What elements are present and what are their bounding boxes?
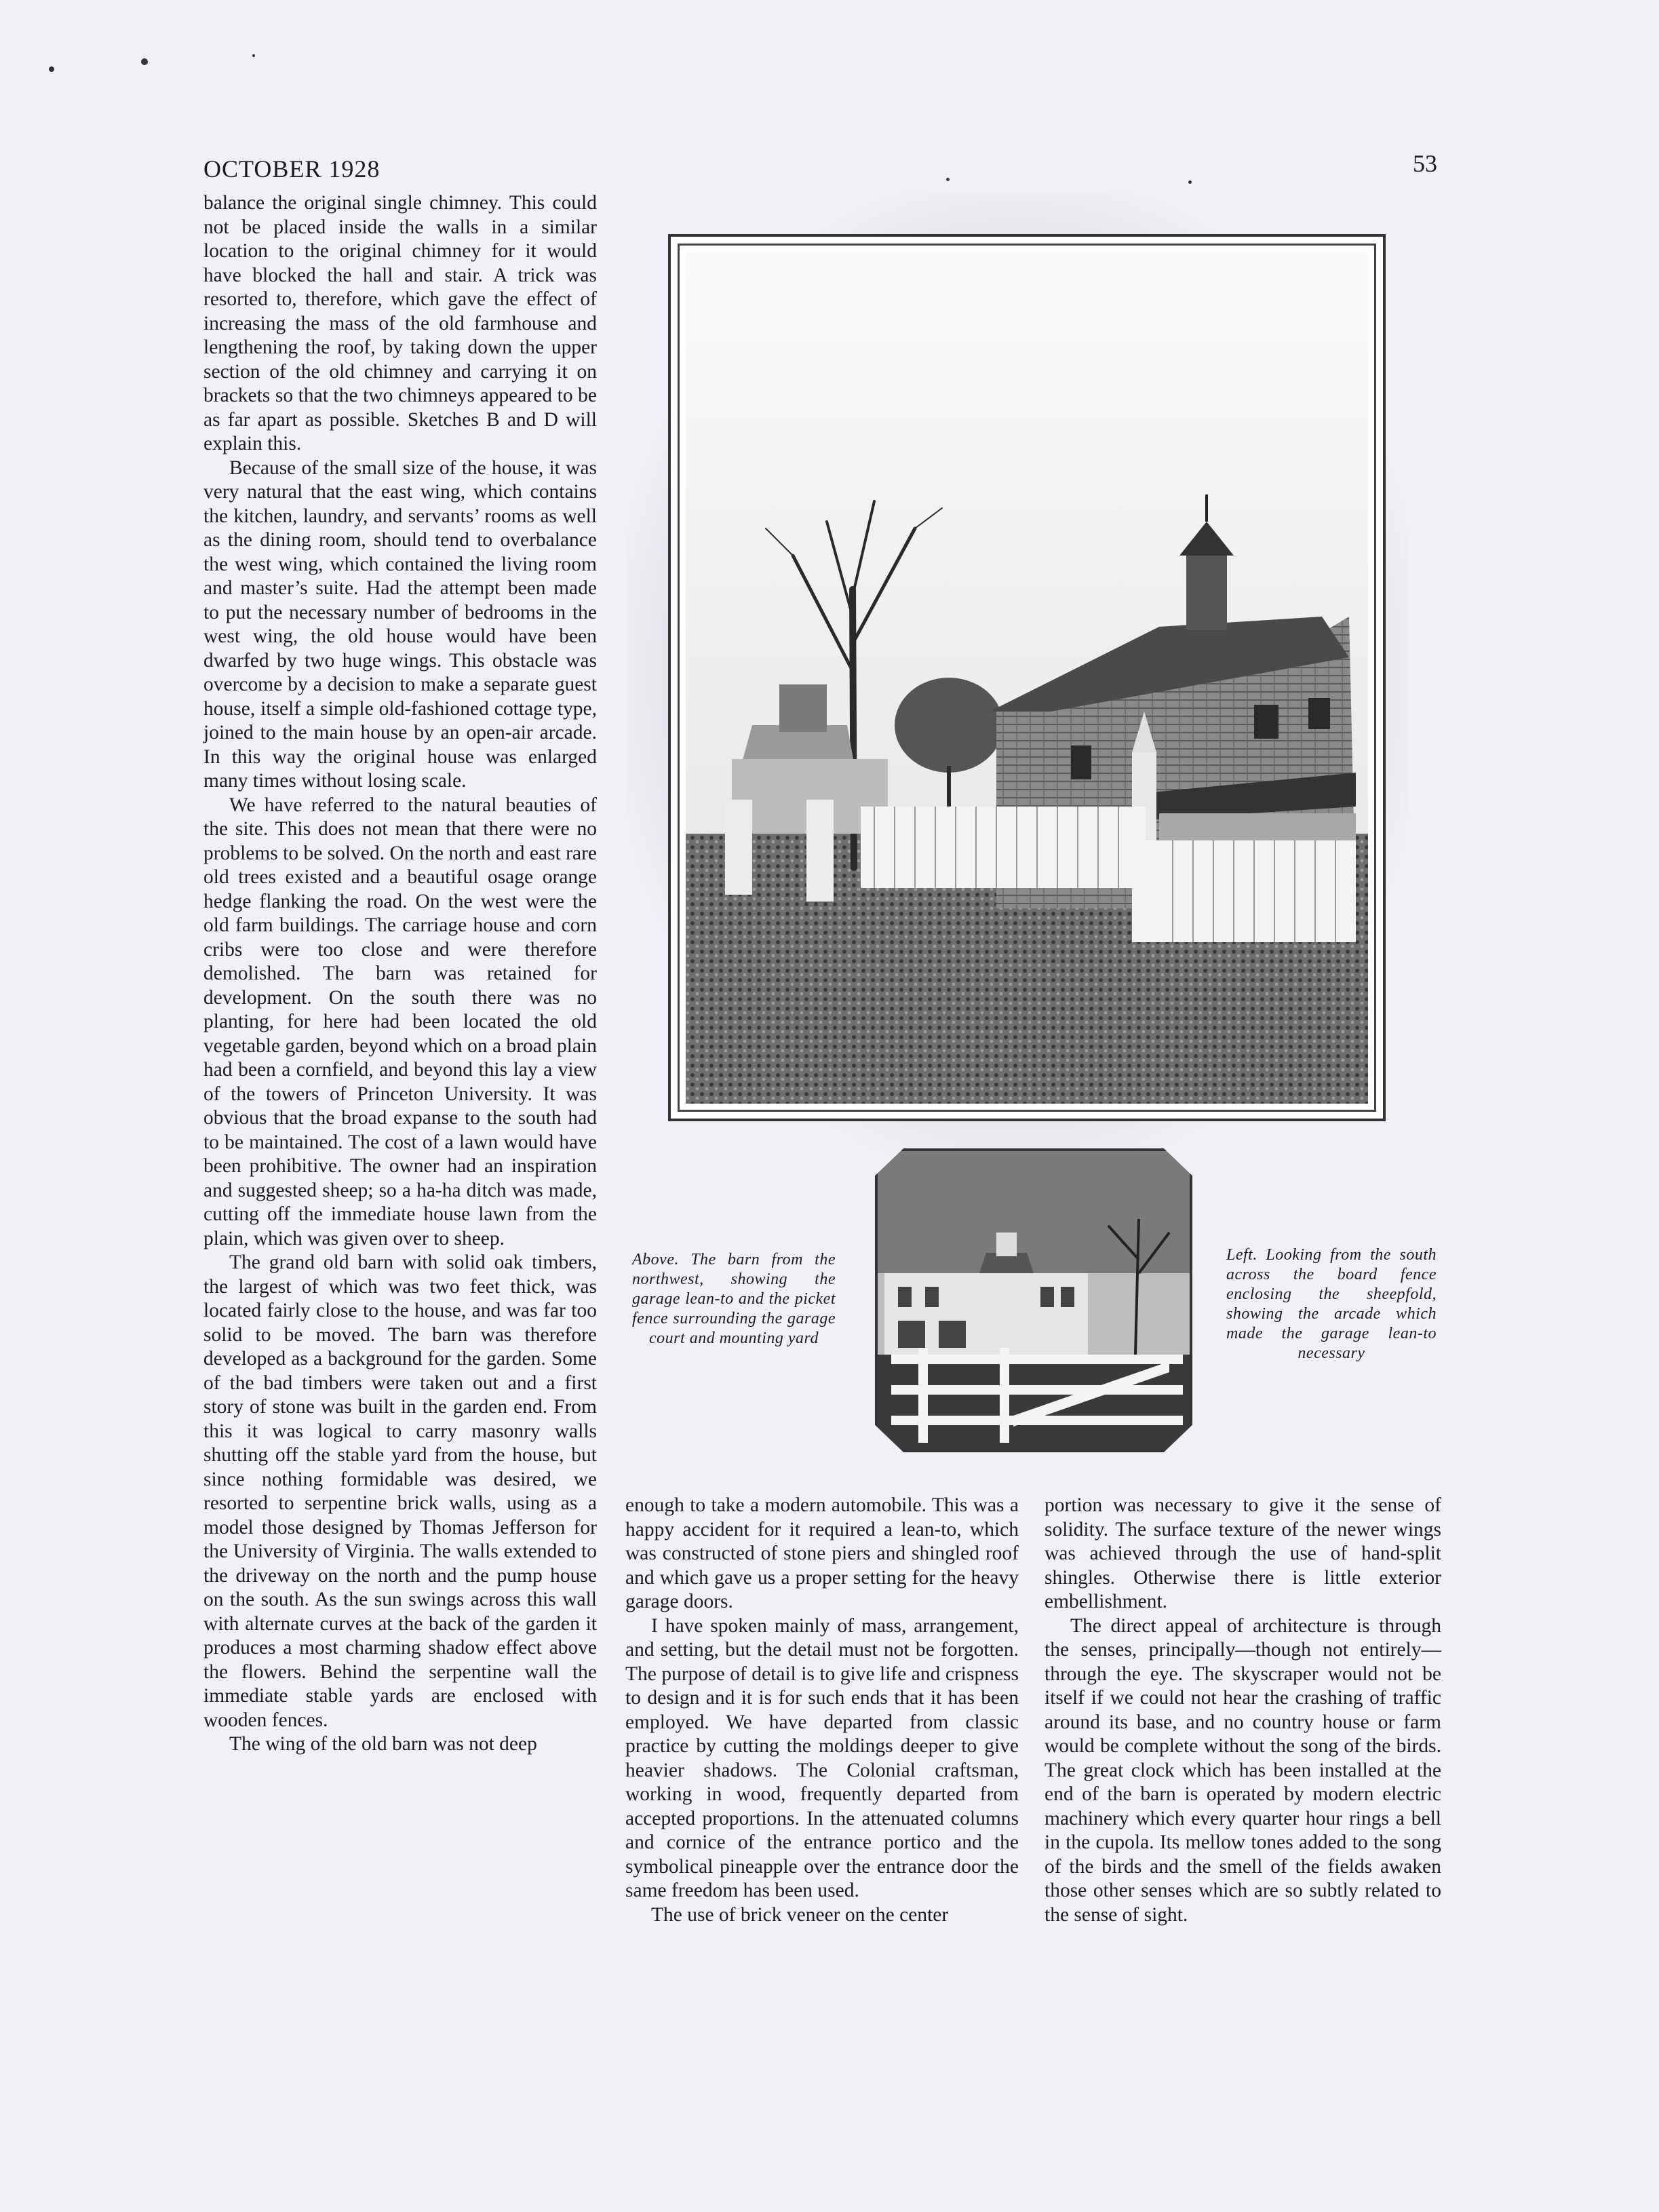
inset-photograph: [875, 1148, 1192, 1452]
page-number: 53: [1413, 150, 1437, 177]
barn-photograph: [668, 234, 1386, 1121]
paragraph: The direct appeal of architecture is through the senses, principally—though not entirely—through the eye. The skyscraper would not be itself if we could not hear the crashing of traffic around its base, and no country house or farm would be complete without the song of the birds. The great clock which has been installed at the end of the barn is operated by modern electric machinery which every quarter hour rings a bell in the cupola. Its mellow tones added to the song of the birds and the smell of the fields awaken those other senses which are so subtly related to the sense of sight.: [1045, 1614, 1441, 1926]
article-column-2: [625, 1494, 1019, 1927]
paragraph: I have spoken mainly of mass, arrangement, and setting, but the detail must not be forgotten. The purpose of detail is to give life and crispness to design and it is for such ends that it has been employed. We have departed from classic practice by cutting the moldings deeper to give heavier shadows. The Colonial craftsman, working in wood, frequently departed from accepted proportions. In the attenuated columns and cornice of the entrance portico and the symbolical pineapple over the entrance door the same freedom has been used.: [625, 1614, 1019, 1901]
inset-photo-drawing: [878, 1151, 1190, 1450]
paragraph: We have referred to the natural beauties of the site. This does not mean that there were no problems to be solved. On the north and east rare old trees existed and a beautiful osage orange hedge flanking the road. On the west were the old farm buildings. The carriage house and corn cribs were too close and were therefore demolished. The barn was retained for development. On the south there was no planting, for here had been located the old vegetable garden, beyond which on a broad plain had been a cornfield, and beyond this lay a view of the towers of Princeton University. It was obvious that the broad expanse to the south had to be maintained. The cost of a lawn would have been prohibitive. The owner had an inspiration and suggested sheep; so a ha-ha ditch was made, cutting off the immediate house lawn from the plain, which was given over to sheep.: [203, 794, 598, 1249]
barn-photo-drawing: [671, 237, 1383, 1119]
scan-speck: [141, 58, 148, 65]
caption-above: Above. The barn from the northwest, showing the garage lean-to and the picket fence surrounding the garage court and mounting yard: [632, 1251, 836, 1347]
paragraph: Because of the small size of the house, it was very natural that the east wing, which contains the kitchen, laundry, and servants’ rooms as well as the dining room, should tend to overbalance the west wing, which contained the living room and master’s suite. Had the attempt been made to put the necessary number of bedrooms in the west wing, the old house would have been dwarfed by two huge wings. This obstacle was overcome by a decision to make a separate guest house, itself a simple old-fashioned cottage type, joined to the main house by an open-air arcade. In this way the original house was enlarged many times without losing scale.: [203, 457, 597, 792]
paragraph: The wing of the old barn was not deep: [229, 1733, 537, 1755]
scan-speck: [946, 178, 950, 181]
paragraph: The grand old barn with solid oak timbers, the largest of which was two feet thick, was located fairly close to the house, and was far too solid to be moved. The barn was therefore developed as a background for the garden. Some of the bad timbers were taken out and a first story of stone was built in the garden end. From this it was logical to carry masonry walls shutting off the stable yard from the house, but since nothing formidable was desired, we resorted to serpentine brick walls, using as a model those designed by Thomas Jefferson for the University of Virginia. The walls extended to the driveway on the north and the pump house on the south. As the sun swings across this wall with alternate curves at the back of the garden it produces a most charming shadow effect above the flowers. Behind the serpentine wall the immediate stable yards are enclosed with wooden fences.: [203, 1251, 597, 1731]
paragraph: balance the original single chimney. This could not be placed inside the walls in a similar location to the original chimney for it would have blocked the hall and stair. A trick was resorted to, therefore, which gave the effect of increasing the mass of the old farmhouse and lengthening the roof, by taking down the upper section of the old chimney and carrying it on brackets so that the two chimneys appeared to be as far apart as possible. Sketches B and D will explain this.: [203, 192, 597, 454]
running-header-date: OCTOBER 1928: [203, 155, 380, 182]
scan-speck: [1188, 180, 1192, 184]
article-column-3: [1045, 1494, 1441, 1927]
scan-speck: [49, 66, 54, 72]
scan-speck: [252, 54, 255, 57]
paragraph: The use of brick veneer on the center: [651, 1903, 949, 1926]
article-column-1: [203, 191, 597, 1757]
paragraph: portion was necessary to give it the sense of solidity. The surface texture of the newer wings was achieved through the use of hand-split shingles. Otherwise there is little exterior embellishment.: [1045, 1494, 1441, 1612]
caption-left: Left. Looking from the south across the board fence enclosing the sheepfold, showing the arcade which made the garage lean-to necessary: [1226, 1246, 1437, 1362]
paragraph: enough to take a modern automobile. This was a happy accident for it required a lean-to, which was constructed of stone piers and shingled roof and which gave us a proper setting for the heavy garage doors.: [625, 1494, 1019, 1612]
